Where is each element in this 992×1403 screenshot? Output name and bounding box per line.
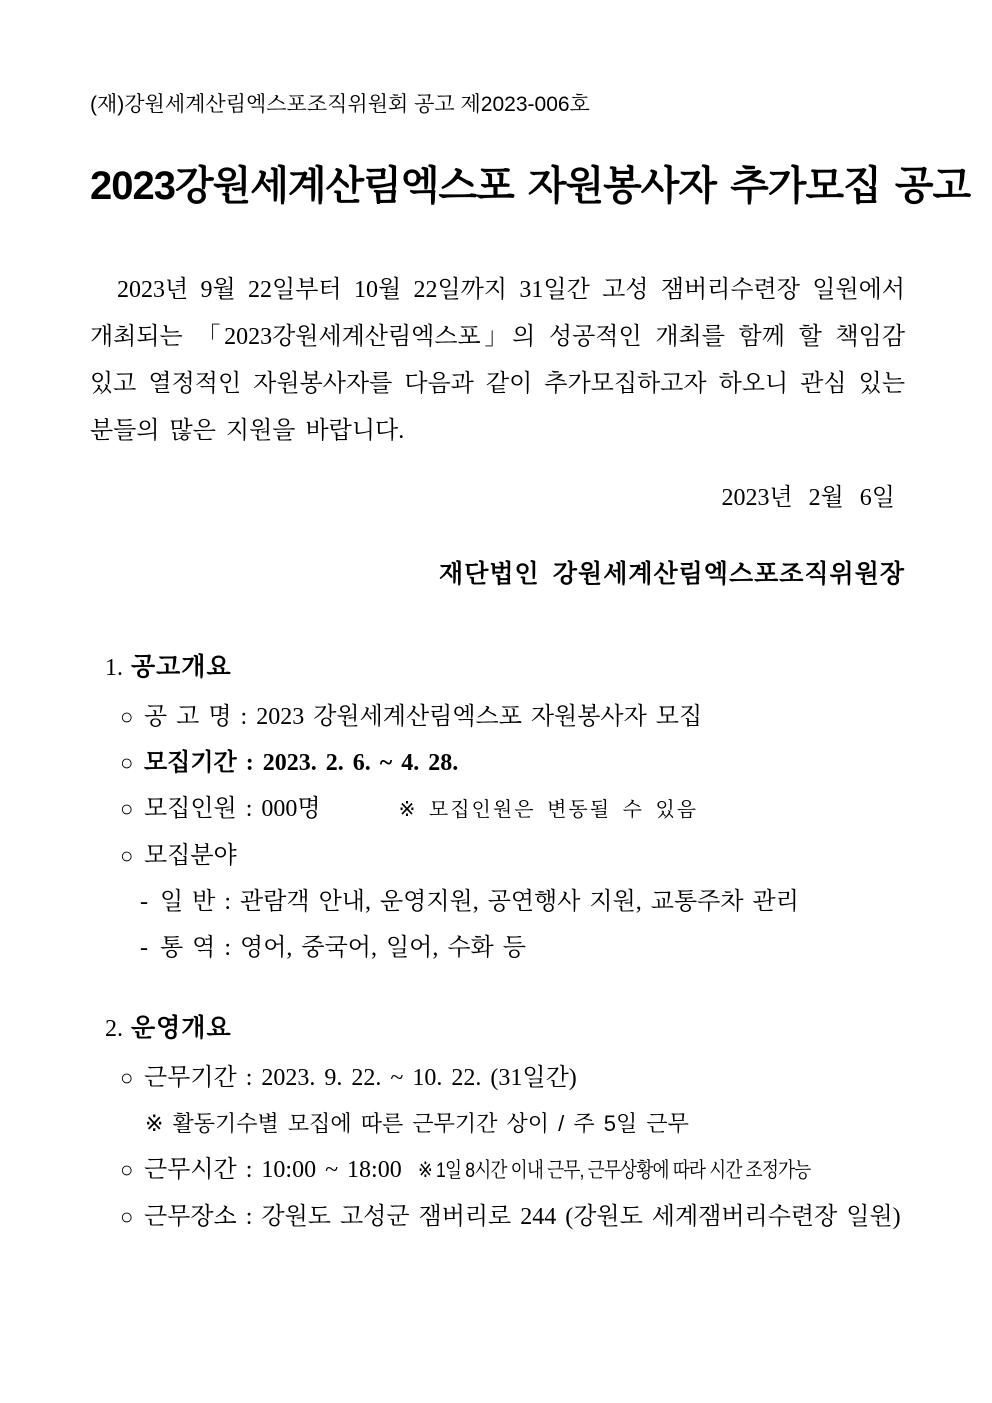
intro-paragraph: 2023년 9월 22일부터 10월 22일까지 31일간 고성 잼버리수련장 일원에서 개최되는 「2023강원세계산림엑스포」의 성공적인 개최를 함께 할 책임감 있고 열정적인 자원봉사자를 다음과 같이 추가모집하고자 하오니 관심 있는 분들의 많은 지원을 바랍니다. [90, 277, 905, 444]
work-hours-note: ※ 1일 8시간 이내 근무, 근무상황에 따라 시간 조정가능 [417, 1159, 811, 1182]
section-heading [90, 1005, 905, 1055]
item-text: 일 반 : 관람객 안내, 운영지원, 공연행사 지원, 교통주차 관리 [160, 889, 799, 915]
signer-title: 재단법인 강원세계산림엑스포조직위원장 [439, 561, 905, 588]
circle-bullet-icon: ○ [120, 1065, 134, 1090]
list-item-announcement-name [90, 694, 905, 740]
doc-number-line: (재)강원세계산림엑스포조직위원회 공고 제2023-006호 [90, 93, 590, 116]
dash-bullet-icon: - [140, 889, 148, 915]
circle-bullet-icon: ○ [120, 796, 134, 821]
work-period-note: ※ 활동기수별 모집에 따른 근무기간 상이 / 주 5일 근무 [145, 1111, 689, 1136]
list-item-recruit-period [90, 740, 905, 786]
circle-bullet-icon: ○ [120, 750, 134, 775]
list-item-work-location [90, 1194, 905, 1240]
list-subitem-interpretation [90, 925, 905, 971]
section-number: 2. [105, 1016, 123, 1042]
section-heading [90, 644, 905, 694]
item-text: 근무장소 : 강원도 고성군 잼버리로 244 (강원도 세계잼버리수련장 일원) [144, 1204, 901, 1230]
section-announcement-overview [90, 644, 905, 971]
item-text: 근무기간 : 2023. 9. 22. ~ 10. 22. (31일간) [144, 1065, 577, 1091]
announcement-date: 2023년 2월 6일 [721, 485, 895, 511]
dash-bullet-icon: - [140, 935, 148, 961]
circle-bullet-icon: ○ [120, 843, 134, 868]
item-text: 모집분야 [144, 843, 237, 869]
item-text: 모집기간 : 2023. 2. 6. ~ 4. 28. [144, 750, 459, 776]
section-number: 1. [105, 655, 123, 681]
headcount-note: ※ 모집인원은 변동될 수 있음 [398, 799, 699, 821]
section-title: 운영개요 [131, 1014, 232, 1042]
list-item-work-period [90, 1055, 905, 1101]
section-title: 공고개요 [131, 653, 232, 681]
item-text: 모집인원 : 000명 [144, 796, 321, 822]
item-text: 근무시간 : 10:00 ~ 18:00 [144, 1157, 402, 1183]
list-item-work-hours [90, 1147, 905, 1194]
section-operation-overview [90, 1005, 905, 1240]
circle-bullet-icon: ○ [120, 704, 134, 729]
list-item-recruit-headcount [90, 786, 905, 833]
circle-bullet-icon: ○ [120, 1204, 134, 1229]
list-item-recruit-fields [90, 833, 905, 879]
circle-bullet-icon: ○ [120, 1157, 134, 1182]
item-text: 통 역 : 영어, 중국어, 일어, 수화 등 [160, 935, 526, 961]
page-title: 2023강원세계산림엑스포 자원봉사자 추가모집 공고 [90, 164, 971, 208]
list-subitem-general [90, 879, 905, 925]
item-text: 공 고 명 : 2023 강원세계산림엑스포 자원봉사자 모집 [144, 704, 703, 730]
